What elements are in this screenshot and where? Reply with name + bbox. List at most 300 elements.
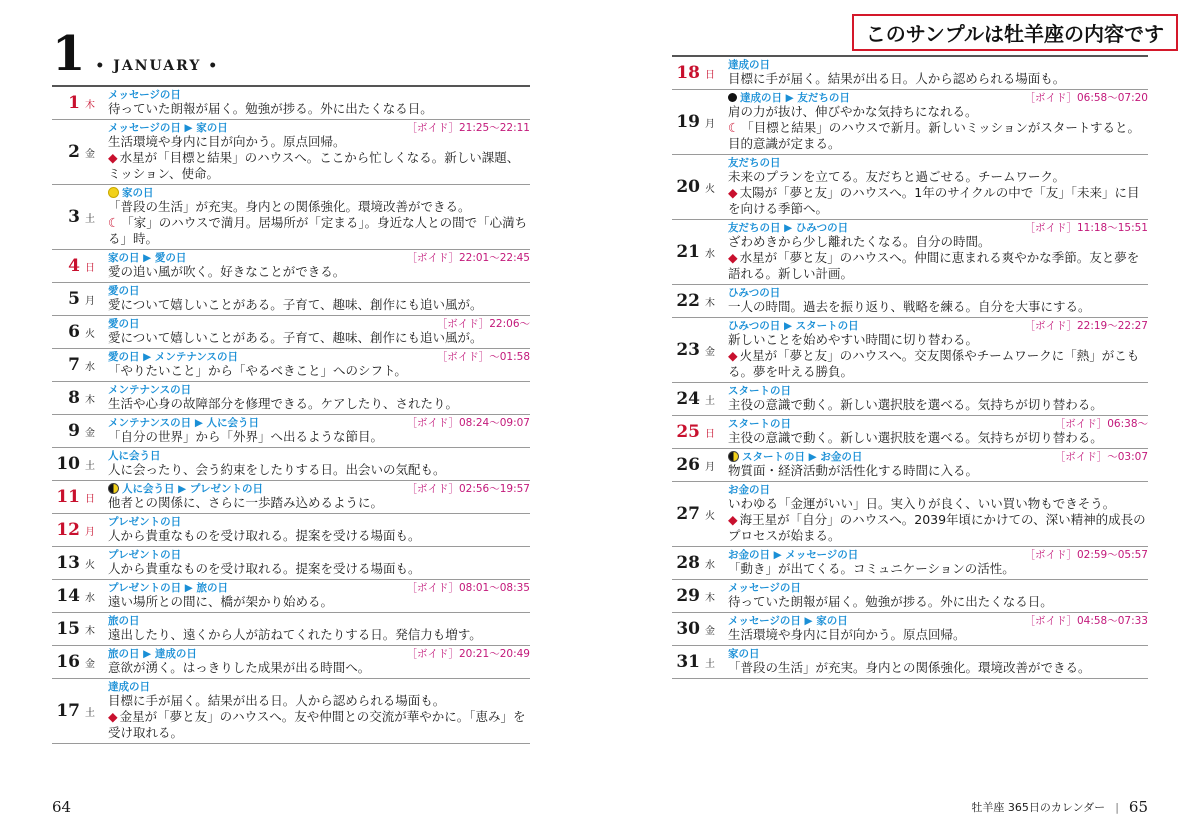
weekday-label: 金	[705, 347, 715, 358]
day-tags	[108, 481, 263, 496]
day-number: 15	[56, 619, 80, 639]
day-tags	[108, 283, 140, 298]
day-number: 23	[676, 340, 700, 360]
entry-content	[728, 155, 1148, 219]
day-tags	[728, 482, 770, 497]
tag-line	[108, 647, 530, 660]
day-column	[52, 256, 108, 276]
entry-text	[728, 430, 1148, 446]
weekday-label: 金	[85, 659, 95, 670]
entry-content	[108, 382, 530, 414]
month-name: • JANUARY •	[95, 58, 220, 74]
day-number: 6	[68, 322, 80, 342]
day-column	[52, 93, 108, 113]
void-time: ［ボイド］11:18〜15:51	[1024, 222, 1148, 234]
tag-line	[108, 515, 530, 528]
sample-notice: このサンプルは牡羊座の内容です	[852, 14, 1178, 51]
tag-line	[728, 483, 1148, 496]
weekday-label: 火	[705, 184, 715, 195]
page-number-right: 65	[1128, 798, 1148, 816]
tag-line	[728, 581, 1148, 594]
tag-line	[728, 91, 1148, 104]
entry-content	[108, 120, 530, 184]
footer-right	[971, 798, 1148, 816]
entry-text	[728, 120, 1148, 152]
book-title: 牡羊座 365日のカレンダー	[971, 801, 1106, 814]
entry-content	[728, 482, 1148, 546]
entry-line: 一人の時間。過去を振り返り、戦略を練る。自分を大事にする。	[728, 299, 1091, 314]
day-column	[672, 619, 728, 639]
tag-text: スタートの日 ▶ お金の日	[742, 451, 863, 463]
day-column	[52, 289, 108, 309]
entry-text	[108, 462, 530, 478]
weekday-label: 日	[85, 494, 95, 505]
day-entry	[52, 613, 530, 646]
day-column	[52, 652, 108, 672]
day-number: 18	[676, 63, 700, 83]
tag-text: 友だちの日	[728, 157, 781, 169]
weekday-label: 木	[705, 298, 715, 309]
tag-text: プレゼントの日 ▶ 旅の日	[108, 582, 228, 594]
day-tags	[108, 87, 181, 102]
tag-line	[728, 58, 1148, 71]
day-column	[672, 112, 728, 132]
day-tags	[108, 316, 140, 331]
tag-text: 家の日	[122, 187, 154, 199]
footer-separator: |	[1115, 800, 1119, 814]
day-number: 1	[68, 93, 80, 113]
tag-text: メンテナンスの日 ▶ 人に会う日	[108, 417, 260, 429]
day-number: 3	[68, 207, 80, 227]
entry-content	[728, 416, 1148, 448]
day-column	[672, 340, 728, 360]
entry-line: 「やりたいこと」から「やるべきこと」へのシフト。	[108, 363, 407, 378]
calendar-entries-left	[52, 85, 530, 744]
entry-line: 待っていた朗報が届く。勉強が捗る。外に出たくなる日。	[728, 594, 1053, 609]
weekday-label: 金	[705, 626, 715, 637]
entry-line: 人から貴重なものを受け取れる。提案を受ける場面も。	[108, 561, 421, 576]
tag-text: プレゼントの日	[108, 549, 182, 561]
day-number: 14	[56, 586, 80, 606]
entry-text	[728, 660, 1148, 676]
entry-content	[728, 613, 1148, 645]
planet-event-icon: ◆	[728, 185, 738, 200]
entry-content	[728, 646, 1148, 678]
tag-line	[108, 251, 530, 264]
entry-line: 人に会ったり、会う約束をしたりする日。出会いの気配も。	[108, 462, 446, 477]
entry-line: いわゆる「金運がいい」日。実入りが良く、いい買い物もできそう。	[728, 496, 1116, 511]
tag-text: 家の日	[728, 648, 760, 660]
tag-text: メッセージの日 ▶ 家の日	[728, 615, 848, 627]
tag-text: 人に会う日	[108, 450, 161, 462]
day-entry	[672, 580, 1148, 613]
day-column	[52, 553, 108, 573]
tag-text: メッセージの日	[108, 89, 181, 101]
tag-text: メンテナンスの日	[108, 384, 192, 396]
weekday-label: 水	[85, 593, 95, 604]
moon-new-icon	[728, 93, 737, 102]
weekday-label: 月	[85, 527, 95, 538]
void-time: ［ボイド］22:19〜22:27	[1024, 320, 1148, 332]
entry-content	[108, 679, 530, 743]
entry-line: 「自分の世界」から「外界」へ出るような節目。	[108, 429, 384, 444]
day-number: 7	[68, 355, 80, 375]
day-column	[672, 242, 728, 262]
day-number: 19	[676, 112, 700, 132]
tag-line	[728, 156, 1148, 169]
tag-line	[108, 284, 530, 297]
entry-content	[108, 646, 530, 678]
entry-content	[728, 57, 1148, 89]
day-number: 17	[56, 701, 80, 721]
tag-text: プレゼントの日	[108, 516, 182, 528]
tag-line	[728, 384, 1148, 397]
day-column	[52, 142, 108, 162]
entry-line: 愛について嬉しいことがある。子育て、趣味、創作にも追い風が。	[108, 330, 483, 345]
weekday-label: 月	[705, 119, 715, 130]
entry-text	[108, 528, 530, 544]
weekday-label: 火	[705, 511, 715, 522]
day-entry	[52, 448, 530, 481]
tag-text: 旅の日	[108, 615, 140, 627]
day-column	[52, 586, 108, 606]
tag-line	[728, 417, 1148, 430]
day-entry	[672, 416, 1148, 449]
entry-content	[108, 283, 530, 315]
tag-text: 家の日 ▶ 愛の日	[108, 252, 187, 264]
tag-text: 達成の日 ▶ 友だちの日	[740, 92, 850, 104]
day-entry	[52, 679, 530, 744]
void-time: ［ボイド］02:59〜05:57	[1024, 549, 1148, 561]
day-entry	[52, 349, 530, 382]
day-column	[52, 207, 108, 227]
tag-text: 人に会う日 ▶ プレゼントの日	[122, 483, 263, 495]
day-column	[672, 553, 728, 573]
day-number: 9	[68, 421, 80, 441]
tag-line	[728, 286, 1148, 299]
day-column	[672, 504, 728, 524]
page-number-left: 64	[52, 798, 72, 816]
void-time: ［ボイド］〜03:07	[1054, 451, 1148, 463]
moon-full-icon	[108, 187, 119, 198]
entry-content	[108, 547, 530, 579]
tag-line	[108, 482, 530, 495]
day-tags	[728, 155, 781, 170]
entry-text	[108, 330, 530, 346]
day-tags	[728, 57, 770, 72]
tag-line	[108, 88, 530, 101]
entry-text	[728, 512, 1148, 544]
entry-line: 愛について嬉しいことがある。子育て、趣味、創作にも追い風が。	[108, 297, 483, 312]
void-time: ［ボイド］21:25〜22:11	[406, 122, 530, 134]
entry-line: 遠い場所との間に、橋が架かり始める。	[108, 594, 334, 609]
entry-line: 生活環境や身内に目が向かう。原点回帰。	[108, 134, 346, 149]
void-time: ［ボイド］06:38〜	[1054, 418, 1148, 430]
entry-line: ざわめきから少し離れたくなる。自分の時間。	[728, 234, 991, 249]
weekday-label: 日	[85, 263, 95, 274]
planet-event-icon: ◆	[108, 150, 118, 165]
day-column	[52, 322, 108, 342]
day-tags	[108, 120, 228, 135]
weekday-label: 水	[85, 362, 95, 373]
day-tags	[728, 416, 791, 431]
day-entry	[52, 85, 530, 120]
moon-half-icon	[108, 483, 119, 494]
day-entry	[52, 580, 530, 613]
entry-content	[108, 481, 530, 513]
entry-line: 生活や心身の故障部分を修理できる。ケアしたり、されたり。	[108, 396, 459, 411]
entry-text	[108, 429, 530, 445]
entry-content	[108, 316, 530, 348]
entry-text	[108, 199, 530, 215]
void-time: ［ボイド］06:58〜07:20	[1024, 92, 1148, 104]
void-time: ［ボイド］22:01〜22:45	[406, 252, 530, 264]
entry-text	[728, 299, 1148, 315]
day-entry	[52, 120, 530, 185]
entry-content	[108, 448, 530, 480]
day-tags	[108, 349, 238, 364]
tag-text: 旅の日 ▶ 達成の日	[108, 648, 197, 660]
day-number: 5	[68, 289, 80, 309]
day-entry	[672, 155, 1148, 220]
entry-text	[108, 264, 530, 280]
entry-content	[108, 580, 530, 612]
day-number: 24	[676, 389, 700, 409]
day-tags	[108, 415, 259, 430]
day-tags	[728, 580, 801, 595]
entry-line: 「家」のハウスで満月。居場所が「定まる」。身近な人との間で「心満ちる」時。	[108, 215, 528, 246]
entry-text	[108, 660, 530, 676]
day-entry	[672, 449, 1148, 482]
weekday-label: 金	[85, 428, 95, 439]
day-tags	[728, 449, 862, 464]
day-entry	[672, 613, 1148, 646]
day-tags	[728, 547, 858, 562]
day-column	[52, 388, 108, 408]
weekday-label: 木	[85, 395, 95, 406]
tag-text: 愛の日 ▶ メンテナンスの日	[108, 351, 239, 363]
day-number: 2	[68, 142, 80, 162]
weekday-label: 火	[85, 329, 95, 340]
entry-line: 「動き」が出てくる。コミュニケーションの活性。	[728, 561, 1015, 576]
tag-line	[108, 383, 530, 396]
weekday-label: 土	[85, 461, 95, 472]
tag-line	[728, 647, 1148, 660]
entry-text	[728, 463, 1148, 479]
day-column	[52, 701, 108, 721]
weekday-label: 土	[85, 214, 95, 225]
entry-text	[108, 495, 530, 511]
day-tags	[108, 613, 140, 628]
day-tags	[108, 250, 186, 265]
entry-line: 太陽が「夢と友」のハウスへ。1年のサイクルの中で「友」「未来」に目を向ける季節へ。	[728, 185, 1140, 216]
entry-line: 目標に手が届く。結果が出る日。人から認められる場面も。	[108, 693, 446, 708]
tag-text: お金の日 ▶ メッセージの日	[728, 549, 859, 561]
entry-text	[108, 594, 530, 610]
day-number: 25	[676, 422, 700, 442]
entry-line: 金星が「夢と友」のハウスへ。友や仲間との交流が華やかに。「恵み」を受け取れる。	[108, 709, 526, 740]
day-entry	[672, 383, 1148, 416]
day-column	[672, 389, 728, 409]
entry-text	[728, 250, 1148, 282]
day-tags	[728, 90, 850, 105]
day-column	[52, 454, 108, 474]
void-time: ［ボイド］08:01〜08:35	[406, 582, 530, 594]
day-entry	[52, 646, 530, 679]
tag-line	[728, 548, 1148, 561]
weekday-label: 木	[85, 100, 95, 111]
entry-content	[108, 87, 530, 119]
moon-half-icon	[728, 451, 739, 462]
tag-text: メッセージの日 ▶ 家の日	[108, 122, 228, 134]
entry-text	[728, 332, 1148, 348]
entry-content	[728, 449, 1148, 481]
weekday-label: 月	[85, 296, 95, 307]
entry-text	[108, 297, 530, 313]
day-column	[52, 520, 108, 540]
day-column	[672, 652, 728, 672]
planet-event-icon: ◆	[728, 348, 738, 363]
entry-content	[728, 383, 1148, 415]
entry-text	[728, 496, 1148, 512]
day-entry	[672, 482, 1148, 547]
day-tags	[108, 646, 197, 661]
tag-line	[108, 581, 530, 594]
month-header	[52, 26, 220, 82]
day-entry	[672, 318, 1148, 383]
tag-line	[108, 317, 530, 330]
day-tags	[108, 580, 228, 595]
day-entry	[52, 250, 530, 283]
entry-line: 水星が「目標と結果」のハウスへ。ここから忙しくなる。新しい課題、ミッション、使命。	[108, 150, 520, 181]
moon-event-icon: ☾	[108, 215, 120, 230]
entry-line: 火星が「夢と友」のハウスへ。交友関係やチームワークに「熱」がこもる。夢を叶える勝負。	[728, 348, 1140, 379]
day-number: 13	[56, 553, 80, 573]
day-column	[52, 487, 108, 507]
day-tags	[108, 547, 181, 562]
entry-content	[728, 547, 1148, 579]
entry-line: 愛の追い風が吹く。好きなことができる。	[108, 264, 346, 279]
tag-line	[108, 548, 530, 561]
entry-content	[728, 580, 1148, 612]
weekday-label: 月	[705, 462, 715, 473]
weekday-label: 日	[705, 429, 715, 440]
weekday-label: 土	[85, 708, 95, 719]
tag-line	[108, 186, 530, 199]
day-entry	[672, 90, 1148, 155]
weekday-label: 金	[85, 149, 95, 160]
weekday-label: 水	[705, 560, 715, 571]
tag-text: スタートの日	[728, 418, 791, 430]
weekday-label: 日	[705, 70, 715, 81]
entry-text	[108, 363, 530, 379]
weekday-label: 火	[85, 560, 95, 571]
entry-text	[728, 169, 1148, 185]
void-time: ［ボイド］08:24〜09:07	[406, 417, 530, 429]
entry-text	[728, 234, 1148, 250]
void-time: ［ボイド］04:58〜07:33	[1024, 615, 1148, 627]
entry-content	[108, 349, 530, 381]
entry-text	[728, 561, 1148, 577]
day-number: 10	[56, 454, 80, 474]
day-column	[52, 619, 108, 639]
entry-line: 目標に手が届く。結果が出る日。人から認められる場面も。	[728, 71, 1066, 86]
day-entry	[672, 55, 1148, 90]
tag-line	[108, 121, 530, 134]
entry-text	[728, 397, 1148, 413]
entry-text	[728, 185, 1148, 217]
weekday-label: 土	[705, 396, 715, 407]
tag-text: 達成の日	[728, 59, 770, 71]
entry-content	[728, 285, 1148, 317]
entry-text	[108, 561, 530, 577]
day-column	[672, 177, 728, 197]
day-tags	[728, 383, 791, 398]
entry-line: 「普段の生活」が充実。身内との関係強化。環境改善ができる。	[728, 660, 1091, 675]
day-number: 29	[676, 586, 700, 606]
day-number: 20	[676, 177, 700, 197]
day-column	[52, 421, 108, 441]
weekday-label: 木	[705, 593, 715, 604]
entry-content	[108, 415, 530, 447]
day-column	[52, 355, 108, 375]
tag-text: 愛の日	[108, 318, 140, 330]
tag-line	[108, 614, 530, 627]
day-number: 11	[56, 487, 80, 507]
entry-line: 水星が「夢と友」のハウスへ。仲間に恵まれる爽やかな季節。友と夢を語れる。新しい計画。	[728, 250, 1140, 281]
entry-line: 未来のプランを立てる。友だちと過ごせる。チームワーク。	[728, 169, 1066, 184]
day-entry	[672, 547, 1148, 580]
tag-line	[728, 614, 1148, 627]
day-entry	[52, 415, 530, 448]
entry-content	[108, 185, 530, 249]
tag-line	[108, 449, 530, 462]
entry-text	[108, 101, 530, 117]
entry-content	[728, 318, 1148, 382]
moon-event-icon: ☾	[728, 120, 740, 135]
day-tags	[108, 679, 150, 694]
day-number: 22	[676, 291, 700, 311]
entry-text	[728, 627, 1148, 643]
tag-text: 達成の日	[108, 681, 150, 693]
entry-text	[108, 396, 530, 412]
day-entry	[52, 481, 530, 514]
entry-text	[728, 348, 1148, 380]
day-entry	[52, 547, 530, 580]
day-column	[672, 586, 728, 606]
day-number: 21	[676, 242, 700, 262]
day-number: 30	[676, 619, 700, 639]
day-entry	[672, 220, 1148, 285]
weekday-label: 水	[705, 249, 715, 260]
day-number: 27	[676, 504, 700, 524]
day-number: 28	[676, 553, 700, 573]
day-column	[672, 63, 728, 83]
void-time: ［ボイド］02:56〜19:57	[406, 483, 530, 495]
month-number: 1	[52, 26, 86, 82]
entry-text	[108, 693, 530, 709]
entry-text	[728, 104, 1148, 120]
entry-line: 主役の意識で動く。新しい選択肢を選べる。気持ちが切り替わる。	[728, 397, 1103, 412]
tag-line	[108, 350, 530, 363]
right-page	[600, 0, 1200, 840]
day-number: 31	[676, 652, 700, 672]
day-entry	[52, 185, 530, 250]
entry-line: 主役の意識で動く。新しい選択肢を選べる。気持ちが切り替わる。	[728, 430, 1103, 445]
day-number: 16	[56, 652, 80, 672]
day-tags	[108, 448, 161, 463]
planet-event-icon: ◆	[728, 250, 738, 265]
